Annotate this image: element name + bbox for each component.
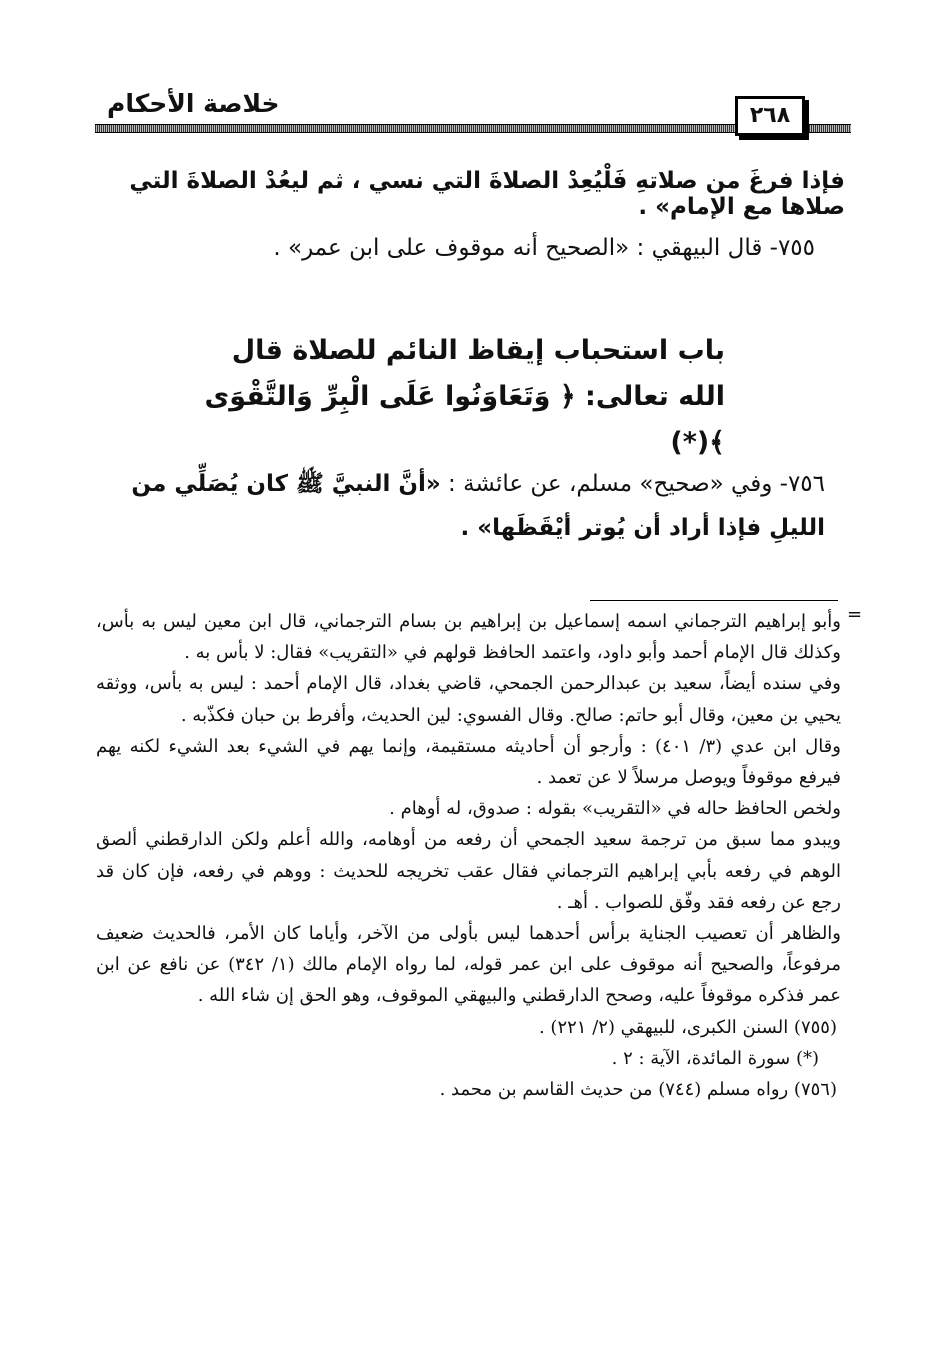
footnote-paragraph: وفي سنده أيضاً، سعيد بن عبدالرحمن الجمحي، قاضي بغداد، قال الإمام أحمد : ليس به بأس، ووثقه يحيي بن معين، وقال أبو حاتم: صالح. وقال الفسوي: لين الحديث، وأفرط بن حبان فكذّبه . bbox=[96, 673, 841, 726]
footnote-divider bbox=[590, 600, 838, 601]
footnote-paragraph: وقال ابن عدي (٣/ ٤٠١) : وأرجو أن أحاديثه مستقيمة، وإنما يهم في الشيء بعد الشيء لكنه يهم فيرفع موقوفاً ويوصل مرسلاً لا عن تعمد . bbox=[96, 735, 841, 789]
footnote-ref-755: (٧٥٥) السنن الكبرى، للبيهقي (٢/ ٢٢١) . bbox=[538, 1016, 837, 1038]
paragraph-755: ٧٥٥- قال البيهقي : «الصحيح أنه موقوف على ابن عمر» . bbox=[273, 235, 815, 261]
chapter-title: باب استحباب إيقاظ النائم للصلاة قال الله تعالى: ﴿ وَتَعَاوَنُوا عَلَى الْبِرِّ وَالتَّقْوَى ﴾(*) bbox=[204, 335, 725, 458]
footnote-paragraph: وأبو إبراهيم الترجماني اسمه إسماعيل بن إبراهيم بن بسام الترجماني، قال ابن معين ليس به بأس، وكذلك قال الإمام أحمد وأبو داود، واعتمد الحافظ قولهم في «التقريب» فقال: لا بأس به . bbox=[96, 611, 841, 664]
paragraph-756 bbox=[95, 462, 845, 550]
footnote-ref-star: (*) سورة المائدة، الآية : ٢ . bbox=[611, 1047, 819, 1069]
footnote-paragraph: والظاهر أن تعصيب الجناية برأس أحدهما ليس بأولى من الآخر، وأياما كان الأمر، فالحديث ضعيف مرفوعاً، والصحيح أنه موقوف على ابن عمر قوله، لما رواه الإمام مالك (١/ ٣٤٢) عن نافع عن ابن عمر فذكره موقوفاً عليه، وصحح الدارقطني والبيهقي الموقوف، وهو الحق إن شاء الله . bbox=[96, 923, 841, 1007]
main-text-line: فإذا فرغَ من صلاتهِ فَلْيُعِدْ الصلاةَ التي نسي ، ثم ليعُدْ الصلاةَ التي صلاها مع الإمام» . bbox=[129, 168, 845, 220]
footnote-continuation-mark: = bbox=[847, 604, 863, 625]
footnote-paragraph: ولخص الحافظ حاله في «التقريب» بقوله : صدوق، له أوهام . bbox=[389, 798, 841, 820]
footnote-ref-756: (٧٥٦) رواه مسلم (٧٤٤) من حديث القاسم بن محمد . bbox=[439, 1079, 837, 1101]
page-number: ٢٦٨ bbox=[735, 96, 805, 136]
footnotes bbox=[96, 606, 841, 1105]
page-header bbox=[95, 86, 851, 136]
running-title: خلاصة الأحكام bbox=[101, 86, 285, 122]
paragraph-756-intro: ٧٥٦- وفي «صحيح» مسلم، عن عائشة : bbox=[440, 471, 825, 497]
footnote-paragraph: ويبدو مما سبق من ترجمة سعيد الجمحي أن رفعه من أوهامه، والله أعلم ولكن الدارقطني ألصق الوهم في رفعه بأبي إبراهيم الترجماني فقال عقب تخريجه للحديث : ووهم في رفعه، فإن كان قد رجع عن رفعه فقد وفّق للصواب . أهـ . bbox=[96, 829, 841, 913]
paragraph-756-quote: «أنَّ النبيَّ ﷺ كان يُصَلِّي من الليلِ فإذا أراد أن يُوتر أيْقَظَها» . bbox=[131, 471, 825, 541]
